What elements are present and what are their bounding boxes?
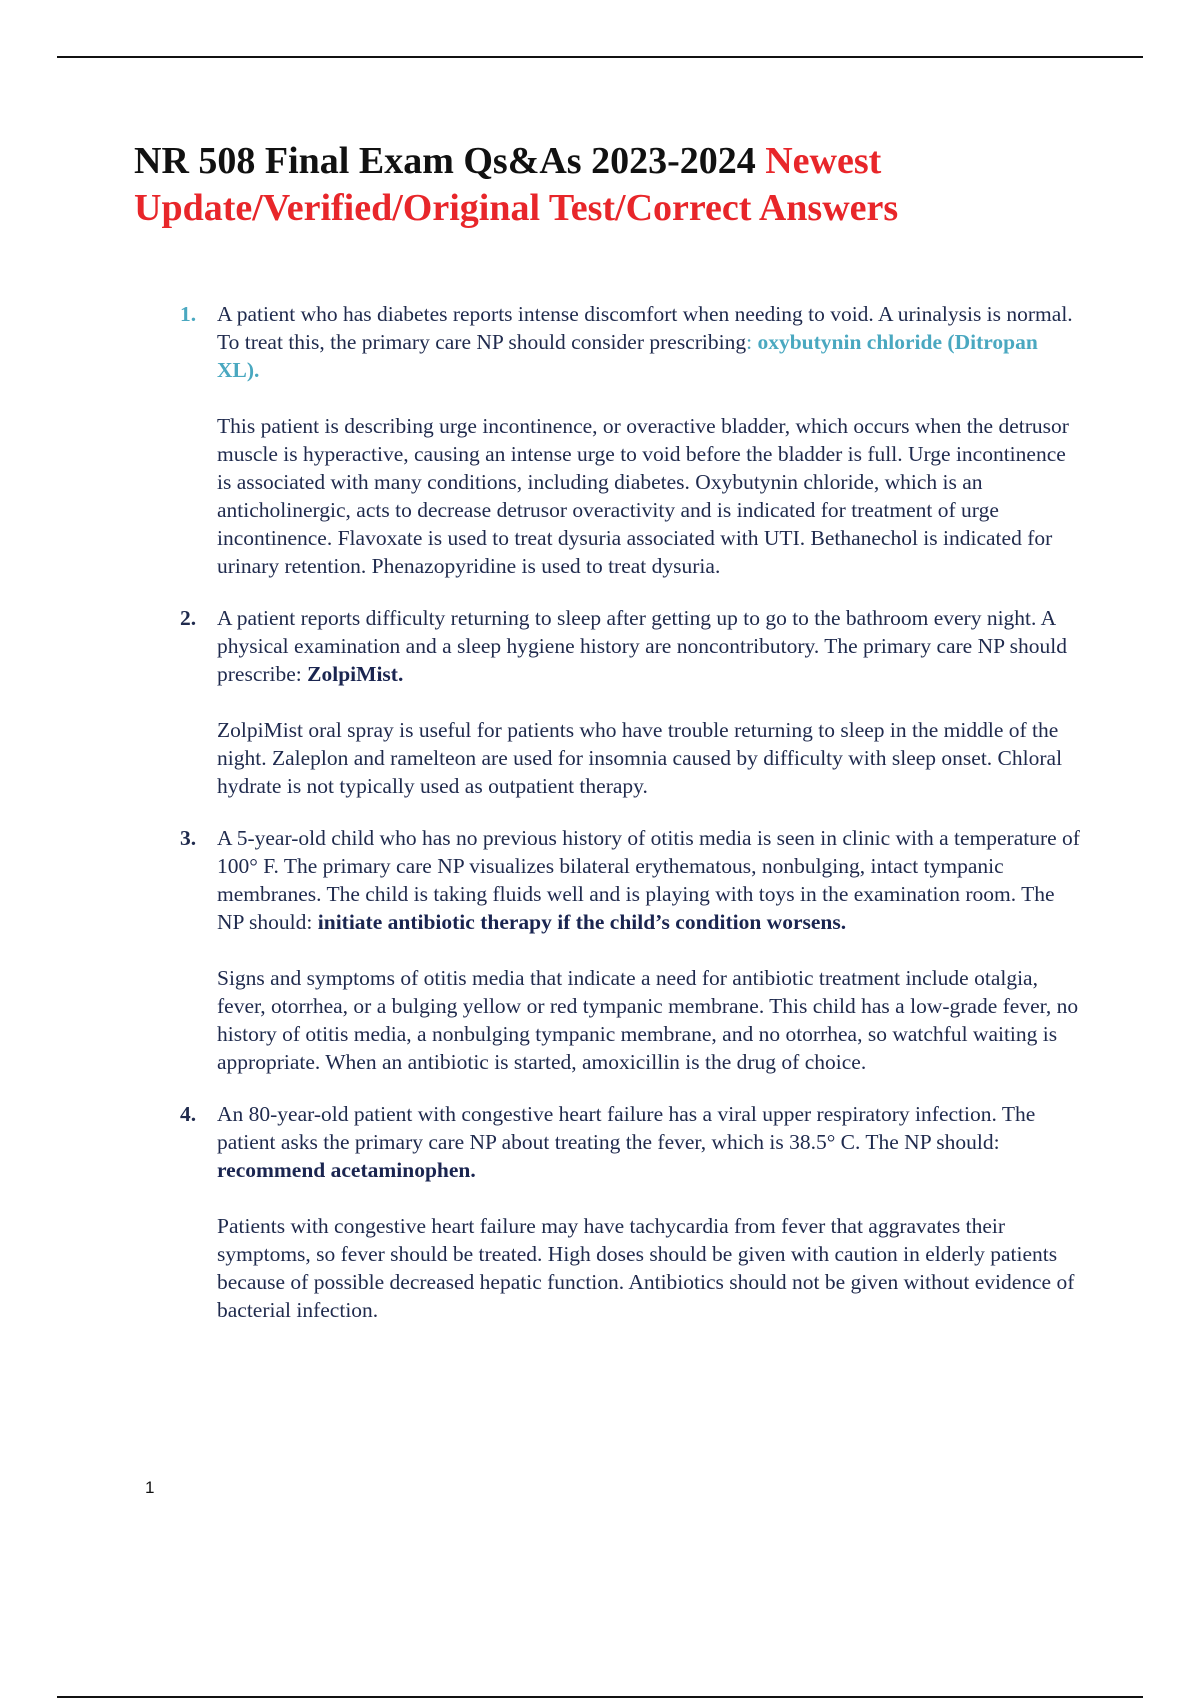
question-text bbox=[217, 604, 1082, 688]
question-stem: A patient reports difficulty returning to sleep after getting up to go to the bathroom every night. A physical examination and a sleep hygiene history are noncontributory. The primary care NP should prescribe bbox=[217, 606, 1068, 686]
answer-separator: : bbox=[746, 330, 758, 354]
question-stem: A patient who has diabetes reports intense discomfort when needing to void. A urinalysis is normal. To treat this, the primary care NP should consider prescribing bbox=[217, 302, 1073, 354]
question-item-4 bbox=[0, 1100, 1200, 1324]
question-text bbox=[217, 824, 1082, 936]
top-rule bbox=[57, 56, 1143, 58]
answer-explanation: Patients with congestive heart failure may have tachycardia from fever that aggravates their symptoms, so fever should be treated. High doses should be given with caution in elderly patients because of possible decreased hepatic function. Antibiotics should not be given without evidence of bacterial infection. bbox=[217, 1214, 1075, 1322]
question-item-3 bbox=[0, 824, 1200, 1076]
question-list bbox=[0, 300, 1200, 1348]
question-text bbox=[217, 300, 1082, 384]
correct-answer: recommend acetaminophen. bbox=[217, 1158, 476, 1182]
correct-answer: initiate antibiotic therapy if the child’s condition worsens. bbox=[317, 910, 847, 934]
question-item-2 bbox=[0, 604, 1200, 800]
answer-explanation: ZolpiMist oral spray is useful for patients who have trouble returning to sleep in the middle of the night. Zaleplon and ramelteon are used for insomnia caused by difficulty with sleep onset. Chloral hydrate is not typically used as outpatient therapy. bbox=[217, 718, 1063, 798]
question-number: 4. bbox=[180, 1102, 197, 1126]
title-accent: Newest Update/Verified/Original Test/Correct Answers bbox=[134, 140, 899, 229]
question-number: 3. bbox=[180, 826, 197, 850]
question-stem: A 5-year-old child who has no previous history of otitis media is seen in clinic with a temperature of 100° F. The primary care NP visualizes bilateral erythematous, nonbulging, intact tympanic membranes. The child is taking fluids well and is playing with toys in the examination room. The NP should bbox=[217, 826, 1080, 934]
question-number: 1. bbox=[180, 302, 197, 326]
correct-answer: ZolpiMist. bbox=[307, 662, 404, 686]
page-number: 1 bbox=[145, 1478, 155, 1497]
question-text bbox=[217, 1100, 1082, 1184]
document-title bbox=[134, 138, 1094, 232]
answer-separator: : bbox=[306, 910, 318, 934]
question-stem: An 80-year-old patient with congestive heart failure has a viral upper respiratory infection. The patient asks the primary care NP about treating the fever, which is 38.5° C. The NP should bbox=[217, 1102, 1036, 1154]
answer-separator: : bbox=[993, 1130, 1000, 1154]
title-main: NR 508 Final Exam Qs&As 2023-2024 bbox=[134, 140, 766, 182]
question-number: 2. bbox=[180, 606, 197, 630]
answer-explanation: This patient is describing urge incontinence, or overactive bladder, which occurs when the detrusor muscle is hyperactive, causing an intense urge to void before the bladder is full. Urge incontinence is associated with many conditions, including diabetes. Oxybutynin chloride, which is an anticholinergic, acts to decrease detrusor overactivity and is indicated for treatment of urge incontinence. Flavoxate is used to treat dysuria associated with UTI. Bethanechol is indicated for urinary retention. Phenazopyridine is used to treat dysuria. bbox=[217, 414, 1069, 578]
question-item-1 bbox=[0, 300, 1200, 580]
answer-separator: : bbox=[295, 662, 308, 686]
answer-explanation: Signs and symptoms of otitis media that indicate a need for antibiotic treatment include otalgia, fever, otorrhea, or a bulging yellow or red tympanic membrane. This child has a low-grade fever, no history of otitis media, a nonbulging tympanic membrane, and no otorrhea, so watchful waiting is appropriate. When an antibiotic is started, amoxicillin is the drug of choice. bbox=[217, 966, 1079, 1074]
bottom-rule bbox=[57, 1696, 1143, 1698]
correct-answer: oxybutynin chloride (Ditropan XL). bbox=[217, 330, 1038, 382]
